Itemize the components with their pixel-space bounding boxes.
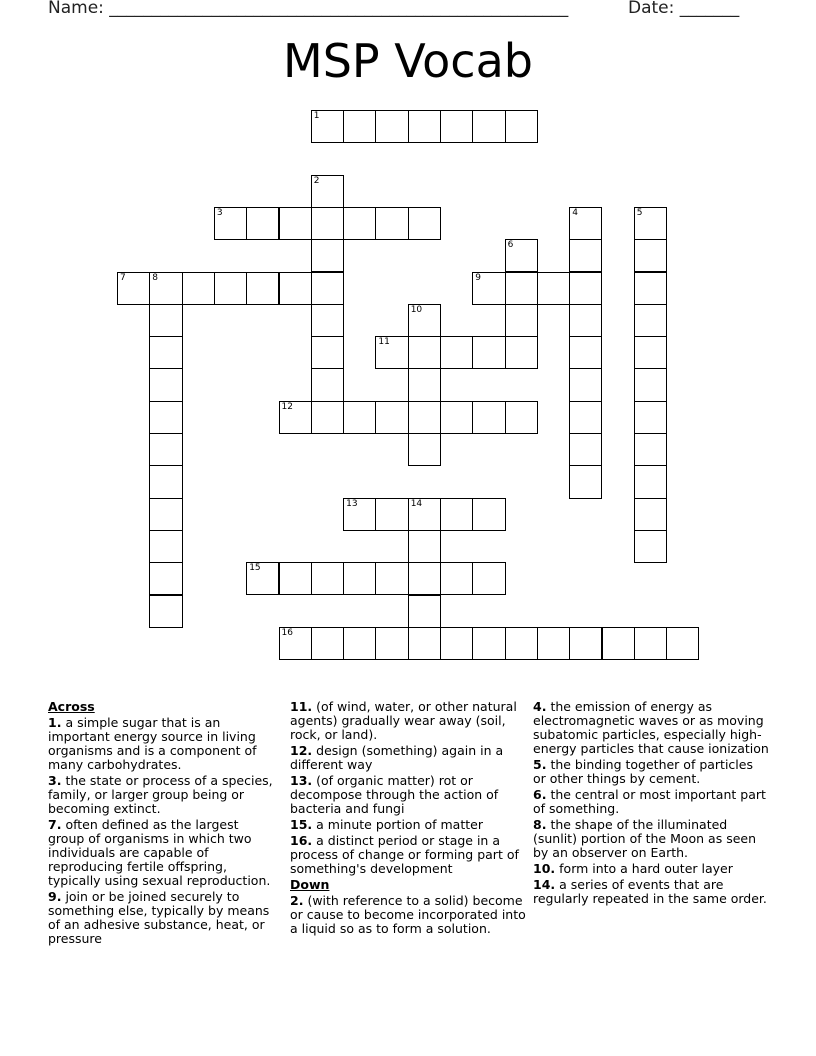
clue-down-6: 6. the central or most important part of something. <box>533 787 766 816</box>
crossword-cell[interactable] <box>246 562 279 595</box>
clue-down-5: 5. the binding together of particles or other things by cement. <box>533 757 753 786</box>
clue-down-10: 10. form into a hard outer layer <box>533 861 733 876</box>
clue-across-3: 3. the state or process of a species, family, or larger group being or becoming extinct. <box>48 773 273 816</box>
crossword-cell[interactable] <box>149 433 182 466</box>
crossword-cell[interactable] <box>311 272 344 305</box>
clue-down-2: 2. (with reference to a solid) become or cause to become incorporated into a liquid so as to form a solution. <box>290 893 526 936</box>
crossword-cell[interactable] <box>375 110 408 143</box>
crossword-cell[interactable] <box>569 401 602 434</box>
clue-across-7: 7. often defined as the largest group of organisms in which two individuals are capable of reproducing fertile offspring, typically using sexual reproduction. <box>48 817 271 888</box>
crossword-cell[interactable] <box>311 110 344 143</box>
crossword-cell[interactable] <box>311 336 344 369</box>
crossword-cell[interactable] <box>440 401 473 434</box>
crossword-cell[interactable] <box>537 627 570 660</box>
crossword-cell[interactable] <box>311 562 344 595</box>
crossword-cell[interactable] <box>117 272 150 305</box>
clue-down-14: 14. a series of events that are regularly repeated in the same order. <box>533 877 767 906</box>
crossword-cell[interactable] <box>505 401 538 434</box>
crossword-cell[interactable] <box>149 595 182 628</box>
crossword-cell[interactable] <box>408 498 441 531</box>
header <box>48 0 768 18</box>
crossword-cell[interactable] <box>569 304 602 337</box>
clue-across-12: 12. design (something) again in a different way <box>290 743 504 772</box>
crossword-cell[interactable] <box>375 207 408 240</box>
crossword-cell[interactable] <box>569 336 602 369</box>
crossword-cell[interactable] <box>569 368 602 401</box>
clue-across-11: 11. (of wind, water, or other natural agents) gradually wear away (soil, rock, or land). <box>290 699 517 742</box>
crossword-cell[interactable] <box>311 175 344 208</box>
crossword-cell[interactable] <box>375 336 408 369</box>
crossword-cell[interactable] <box>408 368 441 401</box>
crossword-cell[interactable] <box>149 562 182 595</box>
crossword-cell[interactable] <box>569 433 602 466</box>
crossword-cell[interactable] <box>408 336 441 369</box>
crossword-cell[interactable] <box>182 272 215 305</box>
crossword-cell[interactable] <box>149 368 182 401</box>
clues-column-3 <box>533 700 769 908</box>
crossword-cell[interactable] <box>279 272 312 305</box>
crossword-cell[interactable] <box>375 498 408 531</box>
crossword-cell[interactable] <box>440 498 473 531</box>
crossword-cell[interactable] <box>634 368 667 401</box>
crossword-cell[interactable] <box>569 272 602 305</box>
crossword-cell[interactable] <box>505 336 538 369</box>
crossword-cell[interactable] <box>408 530 441 563</box>
crossword-cell[interactable] <box>634 530 667 563</box>
crossword-cell[interactable] <box>343 401 376 434</box>
cell-number: 4 <box>572 207 578 218</box>
crossword-cell[interactable] <box>569 207 602 240</box>
crossword-cell[interactable] <box>149 401 182 434</box>
crossword-cell[interactable] <box>311 304 344 337</box>
cell-number: 9 <box>475 272 482 283</box>
crossword-cell[interactable] <box>279 401 312 434</box>
crossword-cell[interactable] <box>311 207 344 240</box>
crossword-cell[interactable] <box>666 627 699 660</box>
crossword-cell[interactable] <box>440 336 473 369</box>
crossword-cell[interactable] <box>634 272 667 305</box>
clue-across-9: 9. join or be joined securely to something else, typically by means of an adhesive substance, heat, or pressure <box>48 889 270 946</box>
clue-across-15: 15. a minute portion of matter <box>290 817 483 832</box>
crossword-cell[interactable] <box>472 272 505 305</box>
crossword-cell[interactable] <box>537 272 570 305</box>
crossword-cell[interactable] <box>311 627 344 660</box>
page-title: MSP Vocab <box>283 34 533 88</box>
clue-across-16: 16. a distinct period or stage in a process of change or forming part of something's development <box>290 833 519 876</box>
crossword-cell[interactable] <box>149 336 182 369</box>
clue-down-4: 4. the emission of energy as electromagnetic waves or as moving subatomic particles, especially high-energy particles that cause ionization <box>533 699 769 756</box>
clue-across-13: 13. (of organic matter) rot or decompose through the action of bacteria and fungi <box>290 773 499 816</box>
crossword-cell[interactable] <box>408 433 441 466</box>
crossword-cell[interactable] <box>408 401 441 434</box>
crossword-cell[interactable] <box>311 368 344 401</box>
crossword-cell[interactable] <box>472 562 505 595</box>
crossword-cell[interactable] <box>634 498 667 531</box>
crossword-cell[interactable] <box>634 401 667 434</box>
cell-number: 11 <box>378 337 390 348</box>
crossword-cell[interactable] <box>408 595 441 628</box>
crossword-cell[interactable] <box>569 465 602 498</box>
crossword-cell[interactable] <box>149 530 182 563</box>
crossword-cell[interactable] <box>311 239 344 272</box>
crossword-cell[interactable] <box>634 304 667 337</box>
crossword-cell[interactable] <box>408 562 441 595</box>
crossword-cell[interactable] <box>634 239 667 272</box>
crossword-cell[interactable] <box>505 272 538 305</box>
crossword-cell[interactable] <box>375 562 408 595</box>
crossword-cell[interactable] <box>343 110 376 143</box>
crossword-cell[interactable] <box>214 272 247 305</box>
crossword-cell[interactable] <box>472 110 505 143</box>
crossword-cell[interactable] <box>569 239 602 272</box>
crossword-cell[interactable] <box>343 498 376 531</box>
clue-across-1: 1. a simple sugar that is an important energy source in living organisms and is a component of many carbohydrates. <box>48 715 257 772</box>
crossword-cell[interactable] <box>149 498 182 531</box>
crossword-cell[interactable] <box>505 110 538 143</box>
cell-number: 3 <box>216 207 223 218</box>
cell-number: 15 <box>249 563 261 574</box>
crossword-cell[interactable] <box>311 401 344 434</box>
crossword-cell[interactable] <box>408 304 441 337</box>
crossword-cell[interactable] <box>375 627 408 660</box>
down-heading: Down <box>290 877 330 892</box>
cell-number: 12 <box>281 401 293 412</box>
date-field[interactable]: Date: _______ <box>628 0 740 18</box>
cell-number: 14 <box>410 498 423 509</box>
crossword-cell[interactable] <box>634 336 667 369</box>
clues-column-1 <box>48 700 278 948</box>
crossword-cell[interactable] <box>149 465 182 498</box>
crossword-cell[interactable] <box>634 207 667 240</box>
crossword-cell[interactable] <box>246 272 279 305</box>
crossword-cell[interactable] <box>440 110 473 143</box>
crossword-cell[interactable] <box>505 239 538 272</box>
crossword-cell[interactable] <box>246 207 279 240</box>
cell-number: 2 <box>313 175 320 186</box>
crossword-cell[interactable] <box>634 433 667 466</box>
clues-column-2 <box>290 700 526 938</box>
crossword-cell[interactable] <box>279 207 312 240</box>
cell-number: 10 <box>410 304 423 315</box>
crossword-cell[interactable] <box>472 336 505 369</box>
name-field[interactable]: Name: ______________________________________________________ <box>48 0 569 18</box>
crossword-cell[interactable] <box>472 401 505 434</box>
crossword-cell[interactable] <box>408 110 441 143</box>
crossword-cell[interactable] <box>505 627 538 660</box>
cell-number: 8 <box>152 272 159 283</box>
crossword-cell[interactable] <box>408 627 441 660</box>
clue-down-8: 8. the shape of the illuminated (sunlit) portion of the Moon as seen by an observer on Earth. <box>533 817 757 860</box>
crossword-cell[interactable] <box>440 562 473 595</box>
crossword-cell[interactable] <box>472 627 505 660</box>
cell-number: 13 <box>346 498 358 509</box>
crossword-cell[interactable] <box>343 207 376 240</box>
cell-number: 1 <box>313 111 320 121</box>
crossword-cell[interactable] <box>634 627 667 660</box>
crossword-cell[interactable] <box>602 627 635 660</box>
crossword-cell[interactable] <box>472 498 505 531</box>
across-heading: Across <box>48 699 95 714</box>
crossword-cell[interactable] <box>375 401 408 434</box>
crossword-cell[interactable] <box>343 627 376 660</box>
crossword-cell[interactable] <box>279 627 312 660</box>
crossword-cell[interactable] <box>343 562 376 595</box>
crossword-cell[interactable] <box>440 627 473 660</box>
crossword-cell[interactable] <box>569 627 602 660</box>
crossword-cell[interactable] <box>634 465 667 498</box>
crossword-cell[interactable] <box>214 207 247 240</box>
cell-number: 6 <box>507 240 514 251</box>
cell-number: 7 <box>120 272 126 283</box>
crossword-cell[interactable] <box>149 304 182 337</box>
crossword-cell[interactable] <box>279 562 312 595</box>
crossword-cell[interactable] <box>505 304 538 337</box>
crossword-cell[interactable] <box>149 272 182 305</box>
cell-number: 16 <box>281 627 293 638</box>
cell-number: 5 <box>636 207 643 218</box>
crossword-cell[interactable] <box>408 207 441 240</box>
